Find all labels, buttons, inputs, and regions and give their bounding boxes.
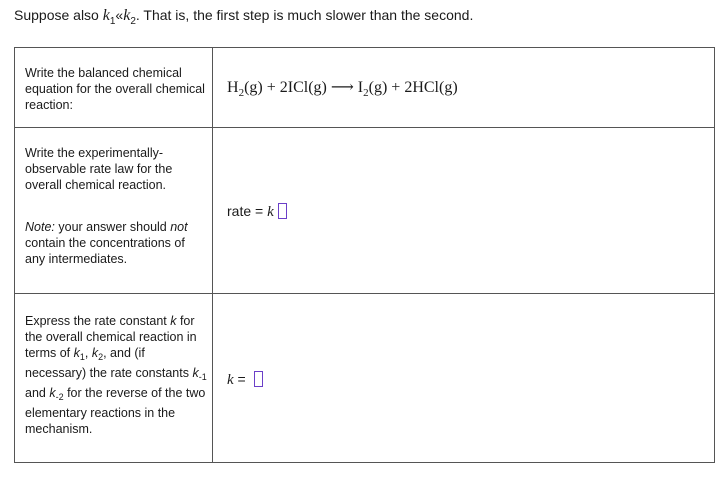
row-rate-law: [15, 128, 714, 294]
row-balanced-equation: [15, 48, 714, 128]
rate-law-line: rate = k: [227, 202, 287, 221]
note-text: Note: your answer should not contain the concentrations of any intermediates.: [25, 220, 188, 266]
prompt-cell: [15, 128, 213, 293]
answer-cell: [213, 128, 714, 293]
prompt-text: Write the experimentally-observable rate law for the overall chemical reaction.: [25, 146, 173, 192]
answer-cell: [213, 48, 714, 127]
reaction-arrow: ⟶: [330, 79, 354, 96]
intro-text: Suppose also $k_1«k_2$. That is, the first step is much slower than the second.: [14, 7, 474, 27]
rate-constant-line: k =: [227, 370, 263, 389]
answer-cell: [213, 294, 714, 463]
rate-constant-answer-box[interactable]: [254, 371, 263, 387]
rate-law-answer-box[interactable]: [278, 203, 287, 219]
question-table: [14, 47, 715, 463]
prompt-text: Write the balanced chemical equation for the overall chemical reaction:: [25, 66, 205, 112]
prompt-cell: [15, 294, 213, 463]
row-rate-constant: [15, 294, 714, 463]
balanced-equation: $H_2(g) + 2ICl(g)$ ⟶ $I_2(g) + 2HCl(g)$: [227, 79, 458, 100]
prompt-text: Express the rate constant k for the overall chemical reaction in terms of $k_1$, $k_2$, and (if necessary) the rate constants $k_{-1}$ and $k_{-2}$ for the reverse of the two elementary reactions in the mechanism.: [25, 314, 207, 436]
prompt-cell: [15, 48, 213, 127]
